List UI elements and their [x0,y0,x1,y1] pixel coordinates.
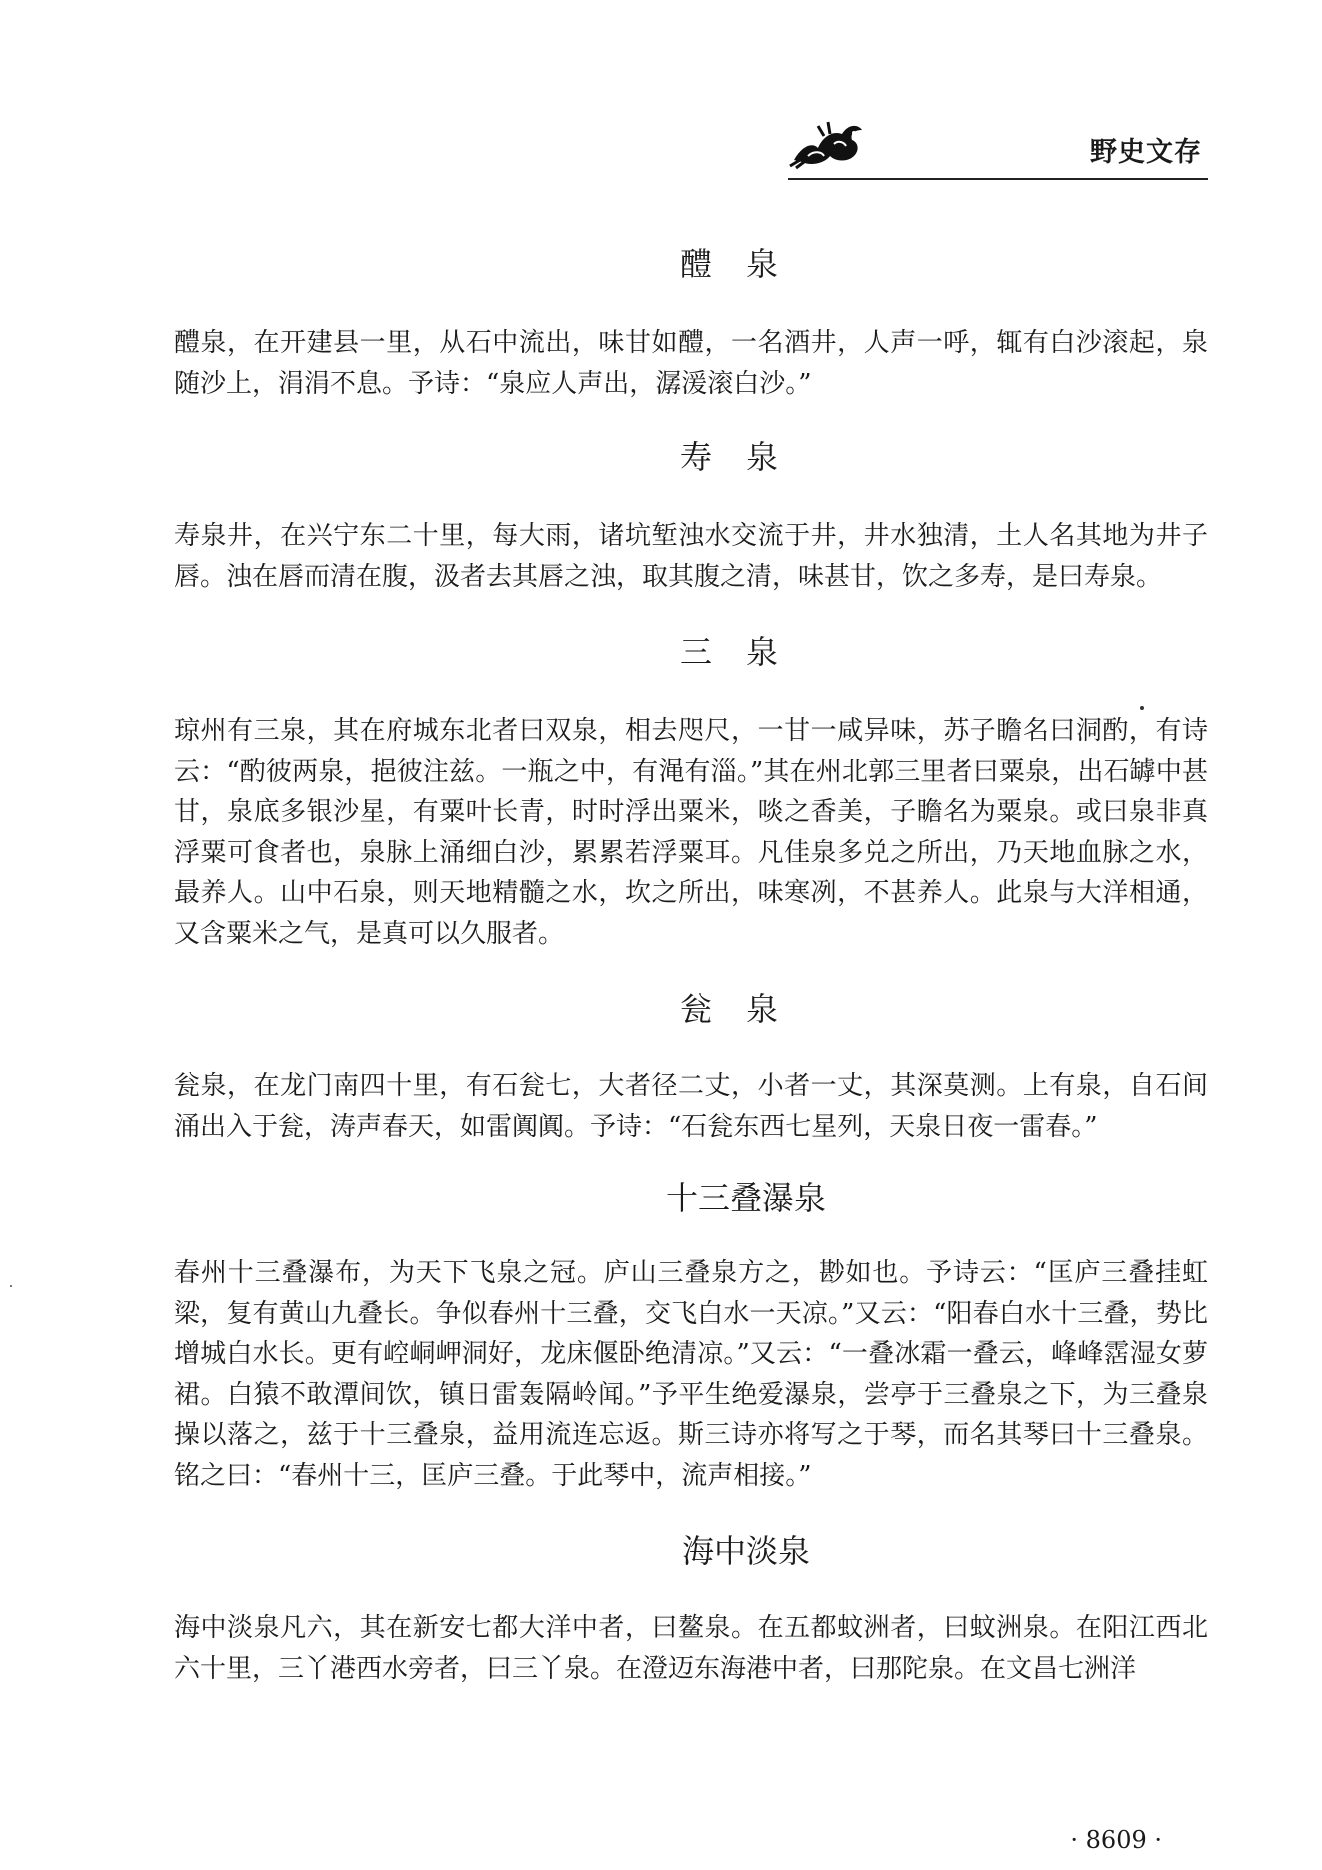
page-content [174,225,1208,1689]
section-paragraph: 瓮泉，在龙门南四十里，有石瓮七，大者径二丈，小者一丈，其深莫测。上有泉，自石间涌出入于瓮，涛声春天，如雷阗阗。予诗：“石瓮东西七星列，天泉日夜一雷春。” [174,1071,1208,1142]
section-title: 三泉 [679,633,812,671]
section-title: 醴泉 [679,245,812,283]
section-paragraph: 寿泉井，在兴宁东二十里，每大雨，诸坑堑浊水交流于井，井水独清，土人名其地为井子唇。浊在唇而清在腹，汲者去其唇之浊，取其腹之清，味甚甘，饮之多寿，是曰寿泉。 [174,521,1208,592]
section-paragraph: 海中淡泉凡六，其在新安七都大洋中者，曰鳌泉。在五都蚊洲者，曰蚊洲泉。在阳江西北六十里，三丫港西水旁者，曰三丫泉。在澄迈东海港中者，曰那陀泉。在文昌七洲洋 [174,1613,1208,1684]
section-title: 寿泉 [679,438,812,476]
section-title: 海中淡泉 [681,1532,810,1570]
section-title: 瓮泉 [679,990,812,1028]
page-number: · 8609 · [1070,1826,1162,1854]
running-title: 野史文存 [1090,137,1202,168]
running-header [788,112,1208,180]
header-rule [788,178,1208,180]
section-paragraph: 醴泉，在开建县一里，从石中流出，味甘如醴，一名酒井，人声一呼，辄有白沙滚起，泉随沙上，涓涓不息。予诗：“泉应人声出，潺湲滚白沙。” [174,328,1208,399]
section-paragraph: 琼州有三泉，其在府城东北者曰双泉，相去咫尺，一甘一咸异味，苏子瞻名曰洞酌，有诗云：“酌彼两泉，挹彼注兹。一瓶之中，有渑有淄。”其在州北郭三里者曰粟泉，出石罅中甚甘，泉底多银沙星，有粟叶长青，时时浮出粟米，啖之香美，子瞻名为粟泉。或曰泉非真浮粟可食者也，泉脉上涌细白沙，累累若浮粟耳。凡佳泉多兑之所出，乃天地血脉之水，最养人。山中石泉，则天地精髓之水，坎之所出，味寒冽，不甚养人。此泉与大洋相通，又含粟米之气，是真可以久服者。 [174,716,1208,949]
section-paragraph: 春州十三叠瀑布，为天下飞泉之冠。庐山三叠泉方之，尠如也。予诗云：“匡庐三叠挂虹梁，复有黄山九叠长。争似春州十三叠，交飞白水一天凉。”又云：“阳春白水十三叠，势比增城白水长。更有崆峒岬洞好，龙床偃卧绝清凉。”又云：“一叠冰霜一叠云，峰峰霑湿女萝裙。白猿不敢潭间饮，镇日雷轰隔岭闻。”予平生绝爱瀑泉，尝亭于三叠泉之下，为三叠泉操以落之，兹于十三叠泉，益用流连忘返。斯三诗亦将写之于琴，而名其琴曰十三叠泉。铭之曰：“春州十三，匡庐三叠。于此琴中，流声相接。” [174,1258,1208,1491]
stray-mark [10,1285,12,1287]
section-title: 十三叠瀑泉 [665,1179,826,1217]
dragon-emblem-icon [788,116,866,172]
